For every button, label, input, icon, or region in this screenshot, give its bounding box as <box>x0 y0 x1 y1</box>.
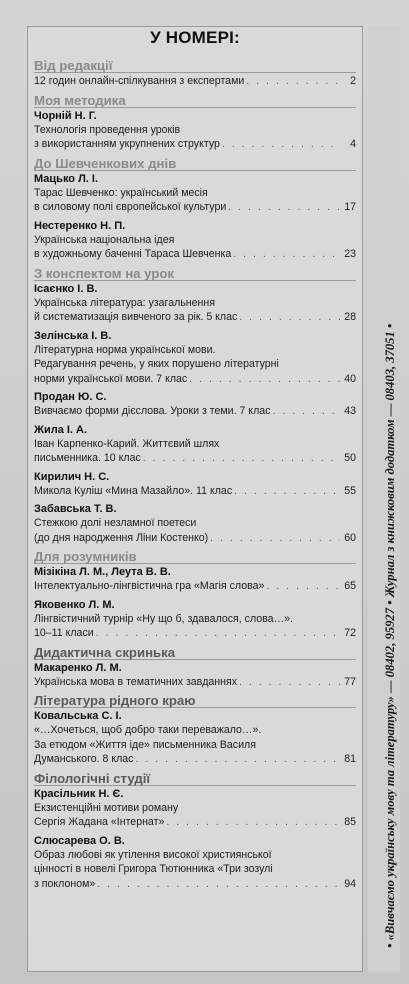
dot-leader <box>97 877 340 892</box>
toc-entry[interactable] <box>34 502 356 545</box>
dot-leader <box>189 372 340 387</box>
page-number: 77 <box>344 675 356 688</box>
entry-title-line: в художньому баченні Тараса Шевченка <box>34 248 232 260</box>
page-number: 85 <box>344 816 356 828</box>
dot-leader <box>246 74 340 89</box>
toc-entry[interactable] <box>34 282 356 325</box>
page-title: У НОМЕРІ: <box>150 28 240 47</box>
entry-title-line: Микола Куліш «Мина Мазайло». 11 клас <box>34 484 233 497</box>
entry-title-line: Екзистенційні мотиви роману <box>34 801 179 814</box>
dot-leader <box>166 815 340 830</box>
page-number: 60 <box>344 531 356 544</box>
page-number: 23 <box>344 248 356 260</box>
dot-leader <box>266 579 340 594</box>
entry-title-line: Редагування речень, у яких порушено літературні <box>34 358 279 370</box>
toc-entry[interactable] <box>34 709 356 767</box>
page-number: 72 <box>344 627 356 639</box>
entry-title-line: Інтелектуально-лінгвістична гра «Магія слова» <box>34 580 265 592</box>
toc-entry[interactable] <box>34 172 356 215</box>
section-heading: З конспектом на урок <box>34 266 356 281</box>
toc-entry[interactable] <box>34 470 356 499</box>
entry-title-line: Вивчаємо форми дієслова. Уроки з теми. 7 клас <box>34 405 271 417</box>
page-number: 4 <box>350 138 356 150</box>
entry-title-line: в силовому полі європейської культури <box>34 201 227 213</box>
entry-title-line: Літературна норма української мови. <box>34 343 216 356</box>
toc-entry[interactable] <box>34 109 356 152</box>
section-heading: До Шевченкових днів <box>34 156 356 171</box>
entry-author: Жила І. А. <box>34 423 88 436</box>
toc-entry[interactable] <box>34 565 356 594</box>
section-heading: Від редакції <box>34 58 356 73</box>
dot-leader <box>239 310 340 325</box>
dot-leader <box>272 404 340 419</box>
toc-entry[interactable] <box>34 390 356 419</box>
entry-author: Чорній Н. Г. <box>34 109 97 122</box>
entry-title-line: 12 годин онлайн-спілкування з експертами <box>34 75 245 87</box>
entry-author: Нестеренко Н. П. <box>34 219 126 232</box>
dot-leader <box>228 200 340 215</box>
entry-title-line: з поклоном» <box>34 877 96 890</box>
page-number: 28 <box>344 311 356 323</box>
page-number: 94 <box>344 877 356 890</box>
dot-leader <box>233 247 340 262</box>
dot-leader <box>96 626 340 641</box>
page-number: 43 <box>344 405 356 417</box>
page-number: 50 <box>344 452 356 464</box>
entry-author: Ісаєнко І. В. <box>34 282 98 295</box>
entry-title-line: 10–11 класи <box>34 627 94 639</box>
dot-leader <box>234 484 340 499</box>
entry-author: Слюсарева О. В. <box>34 834 125 847</box>
subscription-index-text: • «Вивчаємо українську мову та літературу» — 08402, 95927 • Журнал з книжковим додатком — 08403, 37051 • <box>383 323 397 948</box>
entry-author: Красільник Н. Є. <box>34 787 124 800</box>
toc-entry[interactable] <box>34 219 356 262</box>
entry-author: Ковальська С. І. <box>34 710 122 722</box>
toc-entry[interactable] <box>34 329 356 387</box>
page-number: 40 <box>344 372 356 385</box>
entry-title-line: Технологія проведення уроків <box>34 123 181 136</box>
entry-title-line: Іван Карпенко-Карий. Життєвий шлях <box>34 437 220 450</box>
entry-author: Мізікіна Л. М., Леута В. В. <box>34 566 171 578</box>
entry-title-line: «…Хочеться, щоб добро таки переважало…». <box>34 724 262 736</box>
dot-leader <box>239 675 340 690</box>
entry-title-line: Думанського. 8 клас <box>34 753 134 765</box>
section-heading: Філологічні студії <box>34 771 356 786</box>
entry-author: Забавська Т. В. <box>34 503 117 515</box>
toc-entry[interactable] <box>34 834 356 892</box>
entry-title-line: Українська мова в тематичних завданнях <box>34 675 238 688</box>
entry-title-line: норми української мови. 7 клас <box>34 372 188 385</box>
page-number: 55 <box>344 484 356 497</box>
toc-entry[interactable] <box>34 74 356 89</box>
entry-title-line: письменника. 10 клас <box>34 452 141 464</box>
dot-leader <box>222 137 340 152</box>
entry-author: Зелінська І. В. <box>34 329 112 342</box>
entry-title-line: За етюдом «Життя іде» письменника Василя <box>34 738 256 751</box>
dot-leader <box>143 451 340 466</box>
entry-author: Кирилич Н. С. <box>34 470 110 483</box>
section-heading: Моя методика <box>34 93 356 108</box>
entry-title-line: з використанням укрупнених структур <box>34 138 220 150</box>
entry-author: Яковенко Л. М. <box>34 598 115 611</box>
page-number: 65 <box>344 580 356 592</box>
dot-leader <box>210 531 340 546</box>
entry-author: Мацько Л. І. <box>34 172 99 185</box>
toc-entry[interactable] <box>34 598 356 641</box>
entry-title-line: Стежкою долі незламної поетеси <box>34 517 197 529</box>
table-of-contents <box>34 58 356 895</box>
entry-title-line: (до дня народження Ліни Костенко) <box>34 531 209 544</box>
entry-title-line: Лінгвістичний турнір «Ну що б, здавалося, слова…». <box>34 612 293 625</box>
toc-entry[interactable] <box>34 423 356 466</box>
entry-title-line: Тарас Шевченко: український месія <box>34 186 208 199</box>
entry-title-line: Українська література: узагальнення <box>34 296 215 309</box>
toc-entry[interactable] <box>34 661 356 690</box>
page-number: 17 <box>344 201 356 213</box>
section-heading: Для розумників <box>34 549 356 564</box>
entry-title-line: цінності в новелі Григора Тютюнника «Три зозулі <box>34 863 273 875</box>
dot-leader <box>135 752 340 767</box>
entry-author: Продан Ю. С. <box>34 391 107 403</box>
page-number: 81 <box>344 753 356 765</box>
page-number: 2 <box>350 75 356 87</box>
entry-title-line: Образ любові як утілення високої християнської <box>34 848 272 861</box>
entry-title-line: й систематизація вивченого за рік. 5 клас <box>34 311 238 323</box>
entry-title-line: Сергія Жадана «Інтернат» <box>34 816 165 828</box>
toc-entry[interactable] <box>34 787 356 830</box>
entry-title-line: Українська національна ідея <box>34 233 175 246</box>
section-heading: Дидактична скринька <box>34 645 356 660</box>
entry-author: Макаренко Л. М. <box>34 661 122 674</box>
section-heading: Література рідного краю <box>34 693 356 708</box>
